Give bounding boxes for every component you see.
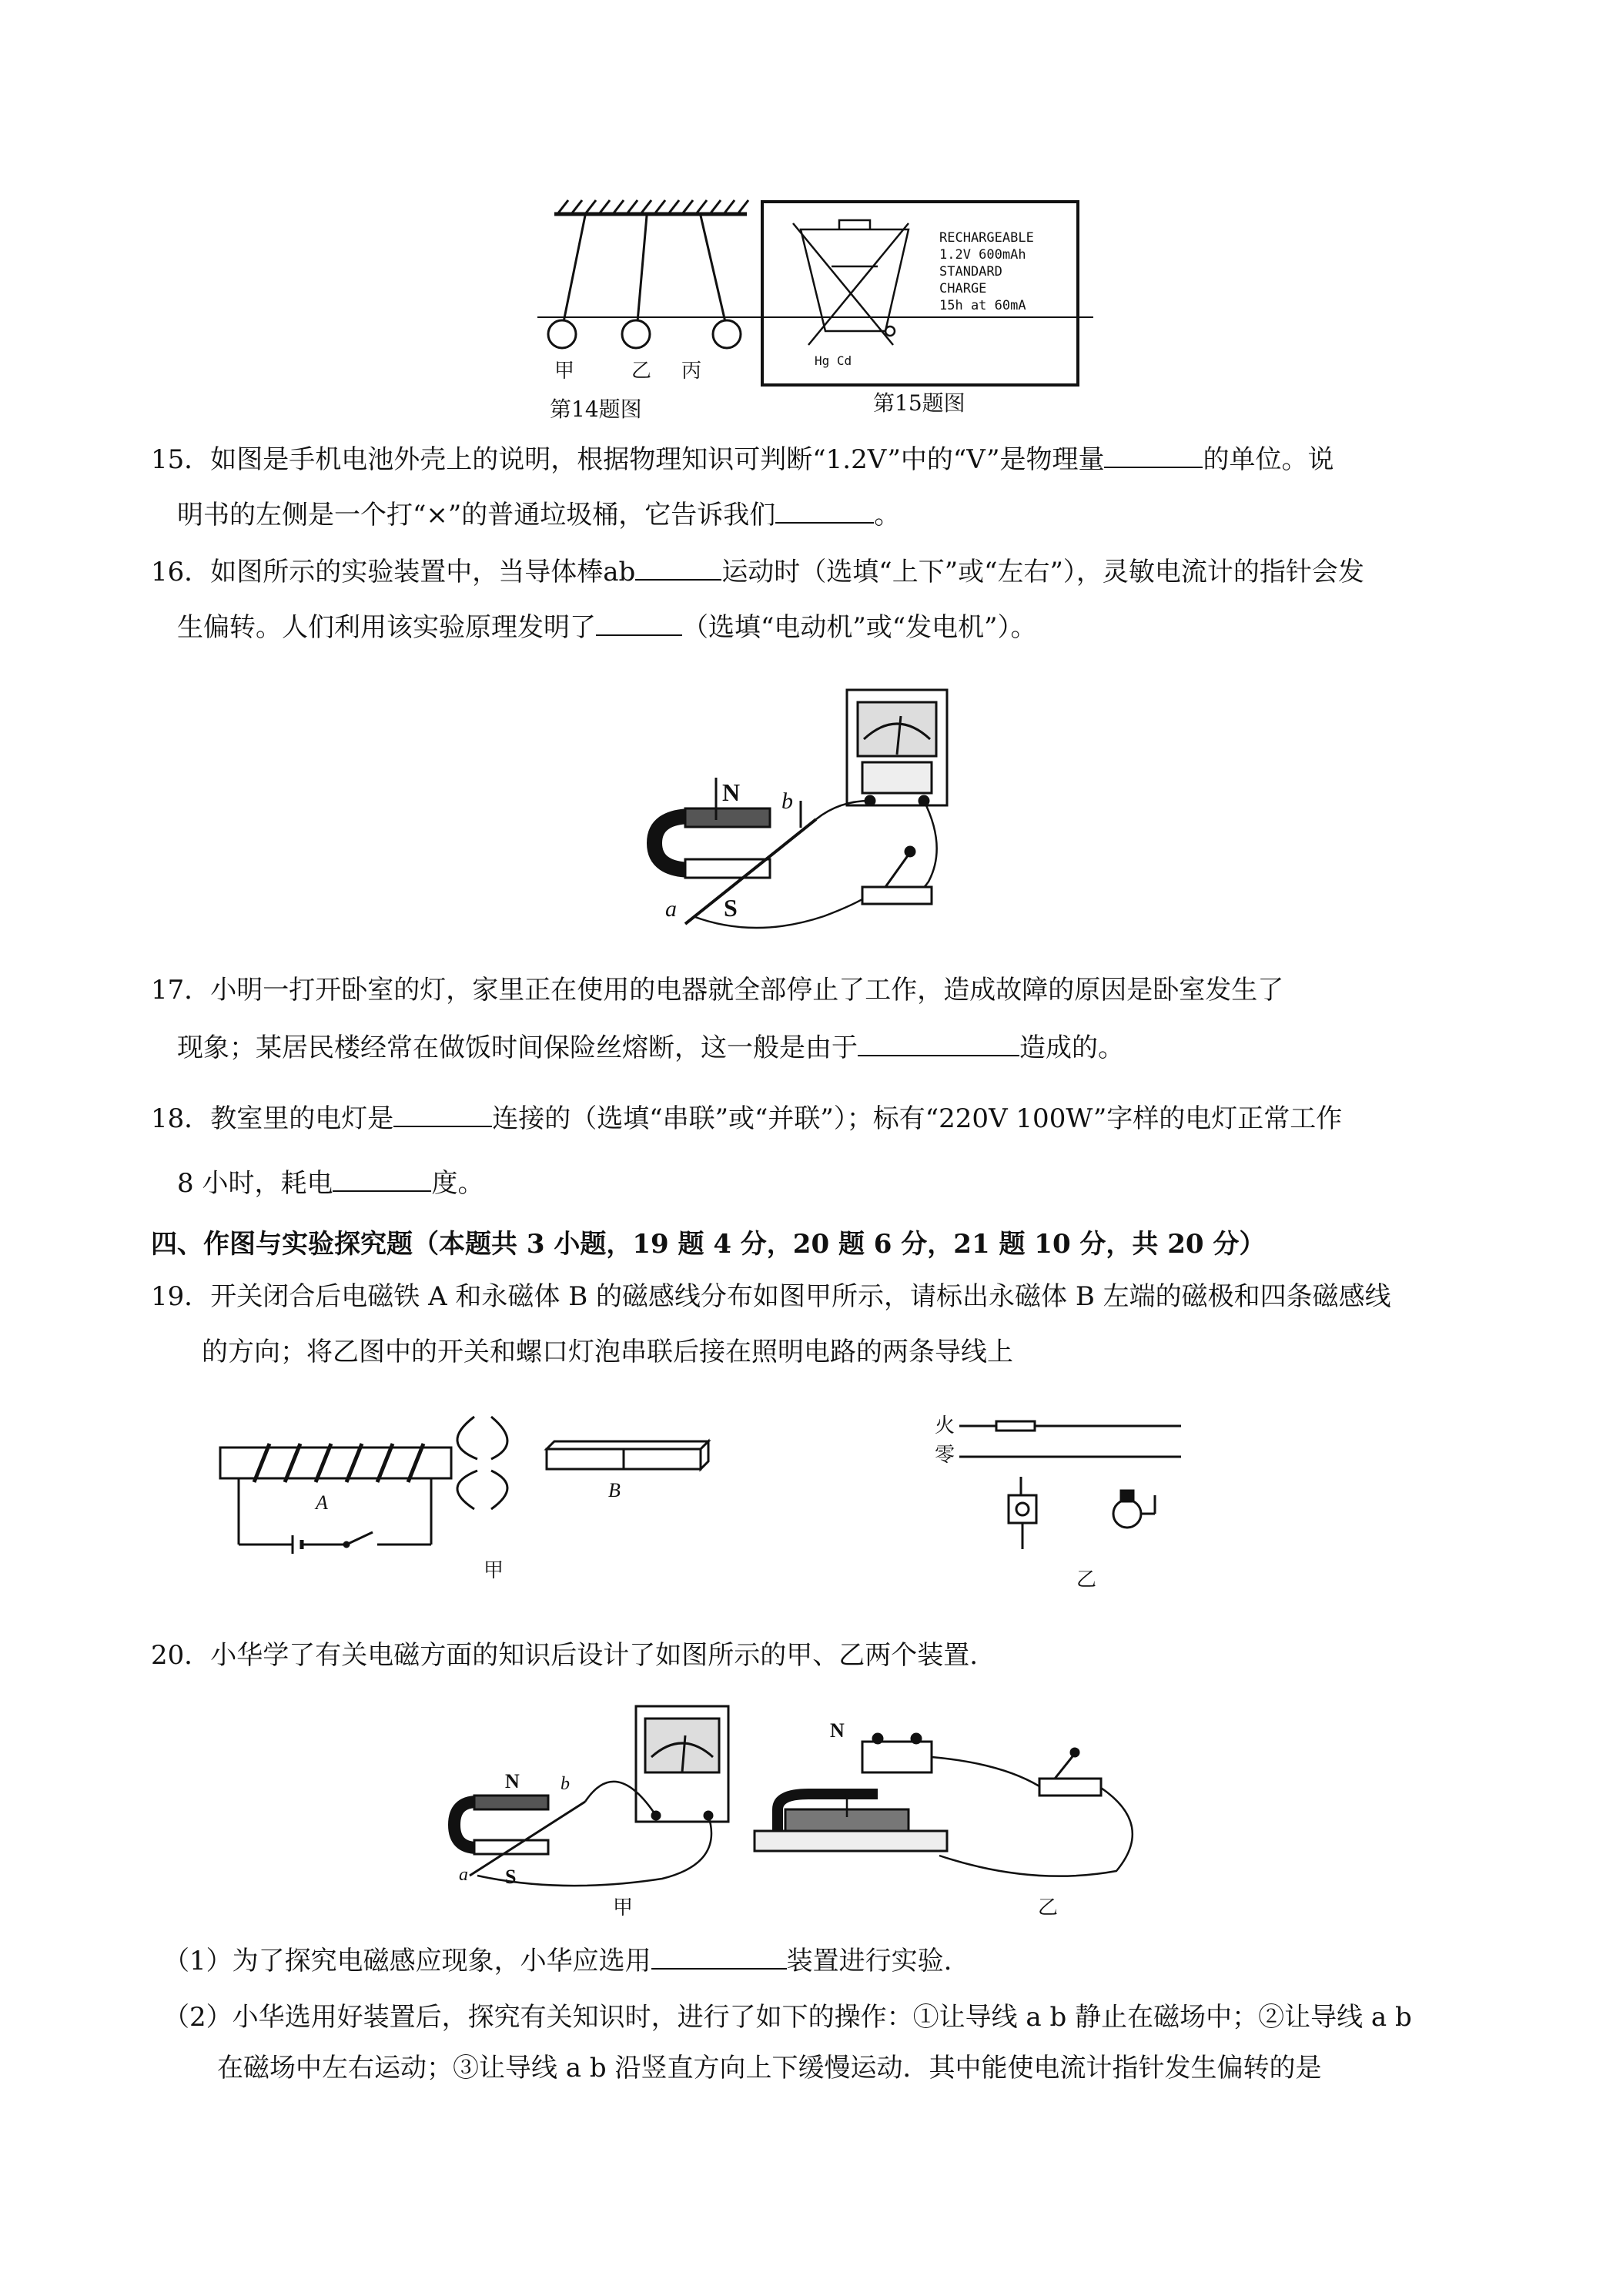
figure-16-apparatus [639,685,978,939]
q19-line1: 19．开关闭合后电磁铁 A 和永磁体 B 的磁感线分布如图甲所示，请标出永磁体 B 左端的磁极和四条磁感线 [151,1281,1391,1312]
field-lines [457,1417,507,1509]
battery-text-1: RECHARGEABLE [939,230,1034,246]
fig20-motor-setup [755,1734,1101,1851]
fig16-S: S [724,894,738,922]
switch-icon [1009,1477,1036,1549]
screw-bulb-icon [1113,1491,1155,1528]
q17-text-2a: 现象；某居民楼经常在做饭时间保险丝熔断，这一般是由于 [177,1033,858,1063]
q15-text-1a: 15．如图是手机电池外壳上的说明，根据物理知识可判断“1.2V”中的“V”是物理量 [151,444,1105,475]
figure-20 [447,1702,1201,1902]
q16-blank-1[interactable] [635,554,721,581]
battery-text-3: STANDARD [939,264,1002,279]
q16-text-1a: 16．如图所示的实验装置中，当导体棒ab [151,557,636,587]
q15-line2 [177,497,900,532]
q20-part2-line2: 在磁场中左右运动；③让导线 a b 沿竖直方向上下缓慢运动．其中能使电流计指针发生偏转的是 [217,2053,1322,2083]
q20-part1 [163,1943,952,1978]
q18-blank-1[interactable] [393,1101,492,1127]
q20-p1-text-b: 装置进行实验. [786,1946,952,1976]
fig14-label-jia: 甲 [554,360,575,383]
q20-p1-text-a: （1）为了探究电磁感应现象，小华应选用 [163,1946,651,1976]
permanent-magnet-b [547,1441,708,1469]
battery-text-2: 1.2V 600mAh [939,247,1026,263]
q16-text-2a: 生偏转。人们利用该实验原理发明了 [177,612,596,643]
q15-blank-2[interactable] [775,497,874,524]
bin-label: Hg Cd [815,353,852,368]
fig20-S: S [505,1866,517,1888]
fig19-caption-yi: 乙 [1076,1568,1097,1591]
q15-text-2b: 。 [874,500,901,530]
fig14-label-yi: 乙 [631,360,652,383]
live-wire [959,1421,1181,1431]
fig14-caption: 第14题图 [550,397,642,422]
pendulum-ball-yi [622,320,650,348]
fig19-ling: 零 [935,1444,955,1467]
q17-line2 [177,1030,1124,1065]
q20-part2-line1: （2）小华选用好装置后，探究有关知识时，进行了如下的操作：①让导线 a b 静止在磁场中；②让导线 a b [163,2002,1412,2033]
fig20-caption-jia: 甲 [613,1896,634,1919]
fig20-galvanometer-icon [636,1706,728,1822]
section-4-heading: 四、作图与实验探究题（本题共 3 小题，19 题 4 分，20 题 6 分，21 题 10 分，共 20 分） [151,1229,1266,1260]
fig20-a: a [459,1865,468,1885]
q17-line1: 17．小明一打开卧室的灯，家里正在使用的电器就全部停止了工作，造成故障的原因是卧室发生了 [151,975,1284,1006]
q18-text-2b: 度。 [431,1168,484,1199]
fig19-B: B [608,1479,621,1501]
pendulum-strings [564,216,725,322]
q18-text-2a: 8 小时，耗电 [177,1168,333,1199]
q17-text-2b: 造成的。 [1019,1033,1124,1063]
figure-19-jia [208,1409,731,1594]
fig15-caption: 第15题图 [873,390,965,416]
q18-blank-2[interactable] [333,1166,431,1192]
u-magnet-icon [654,808,770,878]
q16-text-2b: （选填“电动机”或“发电机”）。 [682,612,1037,643]
fig19-huo: 火 [935,1414,955,1438]
q16-line1 [151,554,1364,589]
figure-19-yi [932,1411,1209,1565]
q16-text-1b: 运动时（选填“上下”或“左右”），灵敏电流计的指针会发 [721,557,1364,587]
q15-text-2a: 明书的左侧是一个打“×”的普通垃圾桶，它告诉我们 [177,500,776,530]
crossed-bin-icon [793,220,909,345]
fig16-N: N [722,778,741,806]
battery-text-5: 15h at 60mA [939,298,1026,313]
q15-blank-1[interactable] [1104,442,1203,468]
q17-blank-1[interactable] [858,1030,1019,1056]
fig20-N: N [505,1770,520,1792]
fig19-caption-jia: 甲 [484,1559,504,1582]
galvanometer-icon [847,690,947,805]
q20-intro: 20．小华学了有关电磁方面的知识后设计了如图所示的甲、乙两个装置. [151,1640,979,1671]
fig20-b: b [561,1774,570,1794]
q18-line2 [177,1166,484,1200]
electromagnet-a [220,1444,451,1554]
pendulum-ball-jia [548,320,576,348]
q19-line2: 的方向；将乙图中的开关和螺口灯泡串联后接在照明电路的两条导线上 [202,1337,1013,1367]
q18-line1 [151,1101,1342,1136]
fig16-b: b [781,788,793,814]
q18-text-1a: 18．教室里的电灯是 [151,1103,394,1134]
knife-switch-icon [862,847,932,904]
fig20-caption-yi: 乙 [1038,1896,1059,1919]
fig19-A: A [316,1491,328,1514]
q15-line1 [151,442,1334,477]
q18-text-1b: 连接的（选填“串联”或“并联”）；标有“220V 100W”字样的电灯正常工作 [492,1103,1343,1134]
fig20-N2: N [830,1719,845,1742]
pendulum-ceiling [554,200,748,214]
pendulum-ball-bing [713,320,741,348]
fig14-label-bing: 丙 [681,360,702,383]
fig20-u-magnet-icon [454,1796,585,1876]
q20-blank-1[interactable] [651,1943,787,1970]
q16-line2 [177,610,1037,644]
q15-text-1b: 的单位。说 [1203,444,1334,475]
q16-blank-2[interactable] [596,610,682,636]
battery-text-4: CHARGE [939,281,987,296]
fig16-a: a [665,896,677,922]
